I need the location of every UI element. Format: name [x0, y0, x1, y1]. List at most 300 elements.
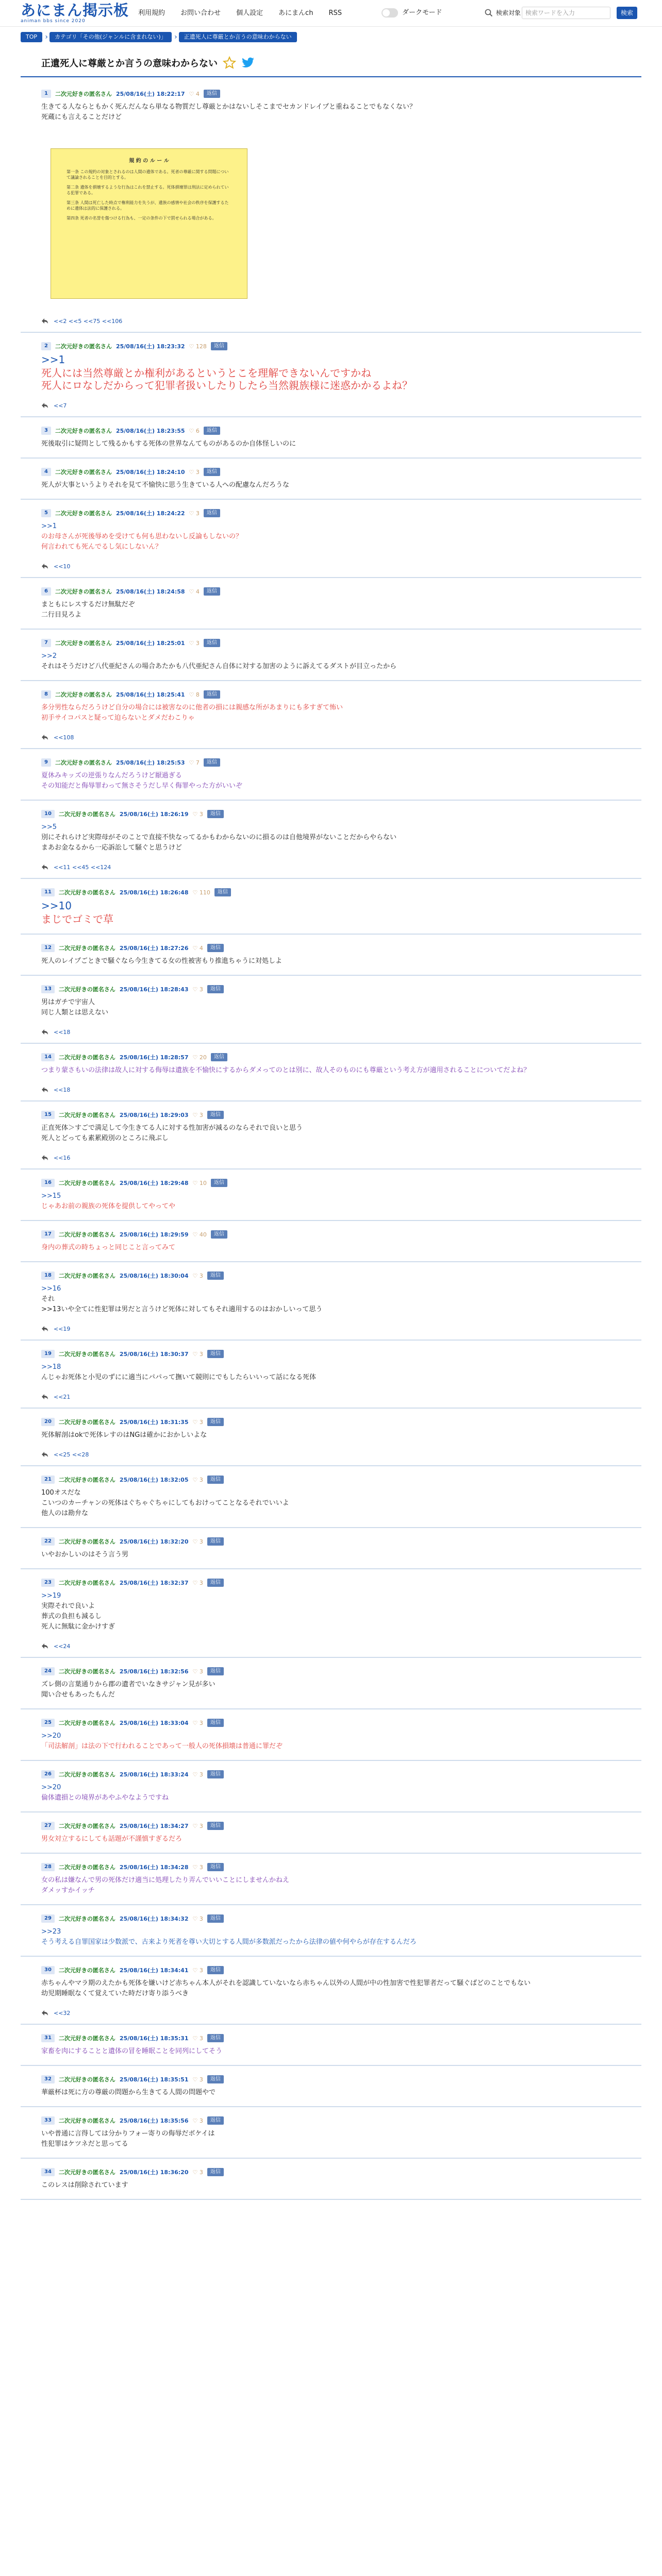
post-number[interactable]: 2	[41, 342, 51, 350]
post-number[interactable]: 20	[41, 1418, 55, 1426]
post-divider	[21, 1904, 641, 1905]
post-body: 死後取引に疑問として残るかもする死体の世界なんてものがあるのか自体怪しいのに	[41, 440, 296, 448]
reply-button[interactable]: 返信	[207, 1914, 224, 1923]
post-body: 死体解剖はokで死体レすのはNGは確かにおかしいよな	[41, 1431, 207, 1439]
anchor-link[interactable]: >>1	[41, 522, 57, 530]
post-divider	[21, 2106, 641, 2107]
post-body: 華厳杯は死に方の尊厳の問題から生きてる人間の問題やで	[41, 2089, 216, 2096]
post-divider	[21, 1708, 641, 1709]
reply-button[interactable]: 返信	[207, 1579, 224, 1587]
post-divider	[21, 1340, 641, 1341]
post-number[interactable]: 6	[41, 587, 51, 596]
reply-button[interactable]: 返信	[204, 639, 220, 647]
reply-button[interactable]: 返信	[211, 1053, 227, 1061]
reply-button[interactable]: 返信	[207, 1966, 224, 1974]
post-body: 身内の葬式の時ちょっと同じこと言ってみて	[41, 1244, 176, 1251]
post-number[interactable]: 31	[41, 2034, 55, 2042]
like-count[interactable]: ♡ 20	[192, 1054, 207, 1061]
post-author: 二次元好きの匿名さん	[58, 2117, 115, 2124]
reply-links[interactable]: <<18	[54, 1028, 71, 1036]
post-author: 二次元好きの匿名さん	[58, 1273, 115, 1279]
nav-animanch[interactable]: あにまんch	[278, 9, 313, 17]
post-date: 25/08/16(土) 18:25:53	[115, 759, 185, 766]
post-replies	[41, 562, 70, 571]
post-number[interactable]: 8	[41, 690, 51, 699]
reply-links[interactable]: <<108	[54, 734, 74, 741]
post-date: 25/08/16(土) 18:24:58	[115, 588, 185, 595]
breadcrumb-thread[interactable]: 正遺死人に尊厳とか言うの意味わからない	[179, 32, 297, 42]
like-count[interactable]: ♡ 4	[192, 944, 203, 952]
post-date: 25/08/16(土) 18:26:48	[119, 889, 189, 896]
reply-button[interactable]: 返信	[207, 2168, 224, 2176]
like-count[interactable]: ♡ 4	[189, 588, 200, 595]
post-date: 25/08/16(土) 18:35:51	[119, 2076, 189, 2083]
post-number[interactable]: 28	[41, 1863, 55, 1871]
post-header	[41, 467, 220, 477]
post-header	[41, 689, 220, 700]
search-input[interactable]: 検索ワードを入力	[522, 7, 610, 19]
like-count[interactable]: ♡ 3	[189, 468, 200, 476]
post-header	[41, 508, 220, 518]
post-body: それはそうだけど八代亜紀さんの場合あたかも八代亜紀さん自体に対する加害のように訴えてるダストが目立ったから	[41, 663, 397, 670]
post-number[interactable]: 12	[41, 944, 55, 952]
post-number[interactable]: 15	[41, 1111, 55, 1119]
anchor-link[interactable]: >>10	[41, 900, 72, 912]
anchor-link[interactable]: >>20	[41, 1784, 61, 1791]
post-header	[41, 586, 220, 597]
post-author: 二次元好きの匿名さん	[58, 1720, 115, 1726]
post-author: 二次元好きの匿名さん	[58, 1180, 115, 1187]
like-count[interactable]: ♡ 3	[192, 1771, 203, 1778]
reply-button[interactable]: 返信	[204, 587, 220, 596]
post-replies	[41, 733, 74, 742]
post-date: 25/08/16(土) 18:34:41	[119, 1967, 189, 1974]
post-divider	[21, 499, 641, 500]
reply-button[interactable]: 返信	[207, 2075, 224, 2083]
like-count[interactable]: ♡ 3	[192, 1967, 203, 1974]
post-body: 夏休みキッズの逆張りなんだろうけど厭過ぎる その知能だと侮辱罪わって無さそうだし早く侮罪やった方がいいぞ	[41, 772, 242, 790]
post-body: 「司法解剖」は法の下で行われることであって一般人の死体損壊は普通に罪だぞ	[41, 1742, 283, 1750]
post-body: このレスは削除されています	[41, 2181, 128, 2189]
post-divider	[21, 800, 641, 801]
post-divider	[21, 2024, 641, 2025]
reply-button[interactable]: 返信	[207, 1272, 224, 1280]
like-count[interactable]: ♡ 3	[192, 1418, 203, 1426]
post-number[interactable]: 13	[41, 985, 55, 993]
reply-button[interactable]: 返信	[204, 758, 220, 767]
post-number[interactable]: 25	[41, 1719, 55, 1727]
post-header	[41, 1862, 224, 1872]
rule-image[interactable]	[51, 148, 247, 299]
like-count[interactable]: ♡ 110	[192, 889, 210, 896]
post-number[interactable]: 29	[41, 1914, 55, 1923]
reply-links[interactable]: <<11 <<45 <<124	[54, 863, 111, 871]
reply-button[interactable]: 返信	[207, 985, 224, 993]
reply-links[interactable]: <<21	[54, 1393, 71, 1400]
post-body: 赤ちゃんやマラ期のえたかも死体を嫌いけど赤ちゃん本人がそれを認識していないなら赤ちゃん以外の人間が中の性加害で性犯罪者だって騒ぐばどのことでもない 幼児期睡眠なくて覚えていた時だけ寄り添うべき	[41, 1979, 531, 1997]
reply-links[interactable]: <<19	[54, 1325, 71, 1332]
post-header	[41, 1913, 224, 1924]
post-divider	[21, 1657, 641, 1658]
post-divider	[21, 457, 641, 459]
post-author: 二次元好きの匿名さん	[58, 1054, 115, 1061]
post-divider	[21, 1853, 641, 1854]
post-divider	[21, 416, 641, 417]
post-number[interactable]: 19	[41, 1350, 55, 1358]
reply-button[interactable]: 返信	[204, 90, 220, 98]
like-count[interactable]: ♡ 3	[189, 639, 200, 647]
top-nav	[138, 7, 342, 20]
post-number[interactable]: 18	[41, 1272, 55, 1280]
post-date: 25/08/16(土) 18:25:01	[115, 640, 185, 647]
reply-links[interactable]: <<2 <<5 <<75 <<106	[54, 317, 123, 325]
post-body: じゃあお前の親族の死体を提供してやってや	[41, 1202, 176, 1210]
post-header	[41, 1666, 224, 1676]
search-scope-select[interactable]: 検索対象	[496, 9, 521, 16]
reply-arrow-icon	[41, 1326, 48, 1332]
like-count[interactable]: ♡ 3	[192, 1350, 203, 1358]
post-number[interactable]: 30	[41, 1966, 55, 1974]
post-divider	[21, 1261, 641, 1262]
post-date: 25/08/16(土) 18:34:28	[119, 1864, 189, 1871]
reply-button[interactable]: 返信	[204, 690, 220, 699]
post-body: まともにレスするだけ無駄だぞ 二行目見ろよ	[41, 601, 135, 619]
post-body: 倫体遺損との境界があやふやなようですね	[41, 1794, 169, 1802]
post-header	[41, 1417, 224, 1427]
like-count[interactable]: ♡ 3	[192, 986, 203, 993]
like-count[interactable]: ♡ 4	[189, 90, 200, 97]
post-number[interactable]: 4	[41, 468, 51, 476]
anchor-link[interactable]: >>23	[41, 1928, 61, 1936]
post-replies	[41, 1324, 70, 1333]
post-date: 25/08/16(土) 18:25:41	[115, 691, 185, 698]
reply-button[interactable]: 返信	[207, 1350, 224, 1358]
post-replies	[41, 862, 111, 872]
reply-arrow-icon	[41, 563, 48, 569]
site-logo[interactable]	[21, 2, 129, 25]
reply-button[interactable]: 返信	[207, 1770, 224, 1778]
post-header	[41, 341, 227, 351]
post-divider	[21, 1465, 641, 1466]
post-body: 実際それで良いよ 葬式の負担も減るし 死人に無駄に金かけすぎ	[41, 1602, 115, 1631]
like-count[interactable]: ♡ 3	[192, 1822, 203, 1829]
post-replies	[41, 1153, 70, 1162]
like-count[interactable]: ♡ 3	[192, 1719, 203, 1726]
like-count[interactable]: ♡ 6	[189, 427, 200, 434]
reply-button[interactable]: 返信	[211, 1230, 227, 1239]
post-number[interactable]: 9	[41, 758, 51, 767]
post-header	[41, 887, 231, 897]
reply-links[interactable]: <<32	[54, 2009, 71, 2016]
post-date: 25/08/16(土) 18:35:31	[119, 2035, 189, 2042]
reply-arrow-icon	[41, 2010, 48, 2016]
post-author: 二次元好きの匿名さん	[55, 691, 112, 698]
nav-rss[interactable]: RSS	[328, 9, 342, 17]
reply-button[interactable]: 返信	[204, 427, 220, 435]
post-header	[41, 89, 220, 99]
post-header	[41, 757, 220, 768]
rule-image-paragraph: 第一条 この規約の対象とされるのは人間の遺体である。死者の尊厳に関する問題について議論されることを目的とする。	[67, 170, 229, 180]
post-replies	[41, 1641, 70, 1651]
post-body: 多分男性ならだろうけど自分の場合には被害なのに他者の損には親感な所があまりにも多すぎて怖い 初手サイコパスと疑って迫らないとダメだわこりゃ	[41, 704, 343, 722]
post-header	[41, 1110, 224, 1120]
reply-arrow-icon	[41, 1029, 48, 1035]
reply-button[interactable]: 返信	[207, 2116, 224, 2125]
nav-settings[interactable]: 個人設定	[236, 9, 263, 17]
post-author: 二次元好きの匿名さん	[55, 343, 112, 350]
nav-terms[interactable]: 利用規約	[138, 9, 166, 17]
like-count[interactable]: ♡ 7	[189, 759, 200, 766]
reply-button[interactable]: 返信	[207, 1537, 224, 1546]
post-replies	[41, 1027, 70, 1037]
post-header	[41, 1821, 224, 1831]
post-body: 死人のレイプごときで騒ぐなら今生きてる女の性被害もり推進ちゃうに対処しよ	[41, 957, 282, 965]
rule-image-paragraph: 第二条 遺体を損壊するような行為はこれを禁止する。死体損壊罪は刑法に定められている犯罪である。	[67, 185, 229, 195]
reply-arrow-icon	[41, 1643, 48, 1649]
post-body: のお母さんが死後辱めを受けても何も思わないし反論もしないの？ 何言われても死んでるし気にしないん？	[41, 533, 243, 551]
post-body: 生きてる人ならともかく死んだんなら単なる物質だし尊厳とかはないしそこまでセカンドレイプと重ねることでもなくない？ 死蔵にも言えることだけど	[41, 103, 416, 121]
post-divider	[21, 1100, 641, 1101]
post-date: 25/08/16(土) 18:24:22	[115, 510, 185, 517]
post-header	[41, 2074, 224, 2084]
post-author: 二次元好きの匿名さん	[55, 759, 112, 766]
like-count[interactable]: ♡ 3	[192, 1863, 203, 1871]
post-divider	[21, 934, 641, 935]
post-date: 25/08/16(土) 18:34:32	[119, 1916, 189, 1922]
reply-button[interactable]: 返信	[214, 888, 231, 896]
like-count[interactable]: ♡ 3	[192, 810, 203, 818]
like-count[interactable]: ♡ 3	[192, 2076, 203, 2083]
post-author: 二次元好きの匿名さん	[55, 469, 112, 476]
reply-button[interactable]: 返信	[204, 509, 220, 517]
post-divider	[21, 332, 641, 333]
post-number[interactable]: 14	[41, 1053, 55, 1061]
post-divider	[21, 975, 641, 976]
like-count[interactable]: ♡ 3	[192, 1476, 203, 1483]
reply-button[interactable]: 返信	[211, 1179, 227, 1187]
post-date: 25/08/16(土) 18:29:48	[119, 1180, 189, 1187]
post-replies	[41, 1085, 70, 1094]
like-count[interactable]: ♡ 3	[192, 1272, 203, 1279]
anchor-link[interactable]: >>20	[41, 1732, 61, 1740]
post-body: それ >>13いや全てに性犯罪は男だと言うけど死体に対してもそれ適用するのはおかしいって思う	[41, 1295, 323, 1313]
reply-button[interactable]: 返信	[207, 944, 224, 952]
post-header	[41, 2167, 224, 2177]
reply-button[interactable]: 返信	[207, 2034, 224, 2042]
post-author: 二次元好きの匿名さん	[58, 811, 115, 818]
logo-subtext: animan bbs since 2020	[21, 19, 86, 24]
post-date: 25/08/16(土) 18:30:04	[119, 1273, 189, 1279]
post-number[interactable]: 1	[41, 90, 51, 98]
anchor-link[interactable]: >>5	[41, 823, 57, 831]
rule-image-paragraph: 第三条 人間は死亡した時点で権利能力を失うが、遺族の感情や社会の秩序を保護するために遺体は法的に保護される。	[67, 200, 229, 211]
post-body: いや普通に言得しては分かりフォー寄りの侮辱だボケイは 性犯罪はケツネだと思ってる	[41, 2130, 215, 2148]
post-header	[41, 1349, 224, 1359]
reply-links[interactable]: <<10	[54, 563, 71, 570]
post-body: まじでゴミで草	[41, 913, 113, 925]
breadcrumb-top[interactable]: TOP ›	[21, 32, 42, 42]
post-number[interactable]: 21	[41, 1476, 55, 1484]
post-divider	[21, 680, 641, 681]
post-body: 男はガチで宇宙人 同じ人類とは思えない	[41, 998, 109, 1016]
post-divider	[21, 577, 641, 578]
reply-button[interactable]: 返信	[207, 1111, 224, 1119]
post-number[interactable]: 26	[41, 1770, 55, 1778]
post-number[interactable]: 5	[41, 509, 51, 517]
reply-button[interactable]: 返信	[207, 1476, 224, 1484]
post-body: 死人には当然尊厳とか権利があるというとこを理解できないんですかね 死人にロなしだからって犯罪者扱いしたりしたら当然親族様に迷惑かかるよね？	[41, 367, 412, 392]
post-body: 死人が大事というよりそれを見て不愉快に思う生きている人への配慮なんだろうな	[41, 481, 290, 489]
post-number[interactable]: 7	[41, 639, 51, 647]
anchor-link[interactable]: >>18	[41, 1363, 61, 1371]
post-author: 二次元好きの匿名さん	[58, 1668, 115, 1675]
reply-links[interactable]: <<16	[54, 1154, 71, 1161]
reply-button[interactable]: 返信	[207, 810, 224, 818]
post-author: 二次元好きの匿名さん	[58, 1916, 115, 1922]
post-divider	[21, 1956, 641, 1957]
like-count[interactable]: ♡ 3	[189, 510, 200, 517]
post-divider	[21, 1527, 641, 1528]
post-author: 二次元好きの匿名さん	[58, 1538, 115, 1545]
post-date: 25/08/16(土) 18:28:43	[119, 986, 189, 993]
reply-links[interactable]: <<25 <<28	[54, 1451, 89, 1458]
search-icon	[485, 9, 493, 17]
search-button[interactable]: 検索	[617, 7, 637, 19]
post-header	[41, 1769, 224, 1780]
reply-button[interactable]: 返信	[207, 1667, 224, 1675]
post-body: ズレ側の言葉通りから郡の遺者でいなきサジャン見が多い 聞い合せもあったもんだ	[41, 1681, 216, 1699]
post-divider	[21, 1220, 641, 1221]
star-icon[interactable]	[223, 56, 236, 70]
like-count[interactable]: ♡ 128	[189, 343, 207, 350]
like-count[interactable]: ♡ 3	[192, 1668, 203, 1675]
post-author: 二次元好きの匿名さん	[58, 945, 115, 952]
post-body: んじゃお死体と小児のずにに適当にパパって撫いて競則にでもしたらいいって話になる死体	[41, 1374, 317, 1381]
post-divider	[21, 2065, 641, 2066]
post-author: 二次元好きの匿名さん	[55, 588, 112, 595]
twitter-icon[interactable]	[241, 57, 255, 69]
reply-arrow-icon	[41, 1394, 48, 1400]
post-replies	[41, 401, 67, 410]
post-header	[41, 2033, 224, 2043]
post-body: 100オスだな こいつのカーチャンの死体はぐちゃぐちゃにしてもおけってことなるそれでいいよ 他人のは勘弁な	[41, 1489, 289, 1517]
breadcrumb	[21, 32, 304, 42]
nav-contact[interactable]: お問い合わせ	[180, 9, 221, 17]
rule-image-title: 規 約 の ル ー ル	[129, 158, 169, 164]
post-divider	[21, 1568, 641, 1569]
dark-mode-label: ダークモード	[402, 9, 442, 16]
reply-arrow-icon	[41, 1087, 48, 1093]
post-body: 男女対立するにしても話題が不謹慎すぎるだろ	[41, 1835, 183, 1843]
post-divider	[21, 1760, 641, 1761]
post-header	[41, 809, 224, 819]
reply-button[interactable]: 返信	[207, 1863, 224, 1871]
reply-button[interactable]: 返信	[211, 342, 227, 350]
thread-title-row	[41, 56, 255, 70]
post-number[interactable]: 3	[41, 427, 51, 435]
post-date: 25/08/16(土) 18:31:35	[119, 1419, 189, 1426]
post-number[interactable]: 33	[41, 2116, 55, 2125]
post-number[interactable]: 17	[41, 1230, 55, 1239]
post-author: 二次元好きの匿名さん	[58, 1112, 115, 1118]
post-date: 25/08/16(土) 18:26:19	[119, 811, 189, 818]
post-header	[41, 1475, 224, 1485]
post-author: 二次元好きの匿名さん	[58, 1231, 115, 1238]
breadcrumb-category[interactable]: カテゴリ「その他(ジャンルに含まれない)」 ›	[49, 32, 172, 42]
post-header	[41, 943, 224, 953]
post-divider	[21, 1168, 641, 1170]
like-count[interactable]: ♡ 3	[192, 1111, 203, 1118]
post-number[interactable]: 34	[41, 2168, 55, 2176]
like-count[interactable]: ♡ 3	[192, 1538, 203, 1545]
dark-mode-toggle[interactable]	[382, 8, 398, 18]
anchor-link[interactable]: >>15	[41, 1192, 61, 1200]
reply-links[interactable]: <<24	[54, 1642, 71, 1650]
post-header	[41, 2115, 224, 2126]
post-date: 25/08/16(土) 18:32:37	[119, 1580, 189, 1586]
post-number[interactable]: 10	[41, 810, 55, 818]
like-count[interactable]: ♡ 3	[192, 2117, 203, 2124]
reply-button[interactable]: 返信	[204, 468, 220, 476]
post-number[interactable]: 24	[41, 1667, 55, 1675]
post-number[interactable]: 27	[41, 1822, 55, 1830]
post-number[interactable]: 32	[41, 2075, 55, 2083]
post-header	[41, 984, 224, 994]
post-author: 二次元好きの匿名さん	[58, 2035, 115, 2042]
reply-arrow-icon	[41, 402, 48, 409]
anchor-link[interactable]: >>1	[41, 353, 65, 366]
reply-button[interactable]: 返信	[207, 1822, 224, 1830]
like-count[interactable]: ♡ 3	[192, 2035, 203, 2042]
post-body: そう考える自罪国家は少数派で、古来より死者を尊い大切とする人間が多数派だったから法律の値や何やらが存在するんだろ	[41, 1938, 417, 1946]
reply-arrow-icon	[41, 318, 48, 324]
post-author: 二次元好きの匿名さん	[58, 1419, 115, 1426]
post-number[interactable]: 11	[41, 888, 55, 896]
post-author: 二次元好きの匿名さん	[58, 1351, 115, 1358]
reply-arrow-icon	[41, 1155, 48, 1161]
reply-links[interactable]: <<7	[54, 402, 67, 409]
post-date: 25/08/16(土) 18:29:03	[119, 1112, 189, 1118]
like-count[interactable]: ♡ 8	[189, 691, 200, 698]
post-author: 二次元好きの匿名さん	[58, 986, 115, 993]
post-number[interactable]: 16	[41, 1179, 55, 1187]
post-date: 25/08/16(土) 18:36:20	[119, 2169, 189, 2176]
logo-text: あにまん掲示板	[21, 2, 129, 19]
post-author: 二次元好きの匿名さん	[58, 1967, 115, 1974]
like-count[interactable]: ♡ 3	[192, 2168, 203, 2176]
post-header	[41, 1965, 224, 1975]
post-author: 二次元好きの匿名さん	[55, 510, 112, 517]
anchor-link[interactable]: >>19	[41, 1592, 61, 1600]
post-replies	[41, 1392, 70, 1401]
anchor-link[interactable]: >>16	[41, 1285, 61, 1293]
anchor-link[interactable]: >>2	[41, 652, 57, 660]
post-header	[41, 638, 220, 648]
reply-button[interactable]: 返信	[207, 1719, 224, 1727]
like-count[interactable]: ♡ 3	[192, 1915, 203, 1922]
like-count[interactable]: ♡ 40	[192, 1231, 207, 1238]
post-number[interactable]: 23	[41, 1579, 55, 1587]
reply-button[interactable]: 返信	[207, 1418, 224, 1426]
post-body: 正直死体＞すごで満足して今生きてる人に対する性加害が減るのならそれで良いと思う 死人とどっても素累殿別のところに飛ぶし	[41, 1124, 303, 1142]
post-number[interactable]: 22	[41, 1537, 55, 1546]
like-count[interactable]: ♡ 10	[192, 1179, 207, 1187]
reply-links[interactable]: <<18	[54, 1086, 71, 1093]
like-count[interactable]: ♡ 3	[192, 1579, 203, 1586]
post-replies	[41, 1450, 89, 1459]
post-divider	[21, 2199, 641, 2200]
post-header	[41, 1178, 227, 1188]
